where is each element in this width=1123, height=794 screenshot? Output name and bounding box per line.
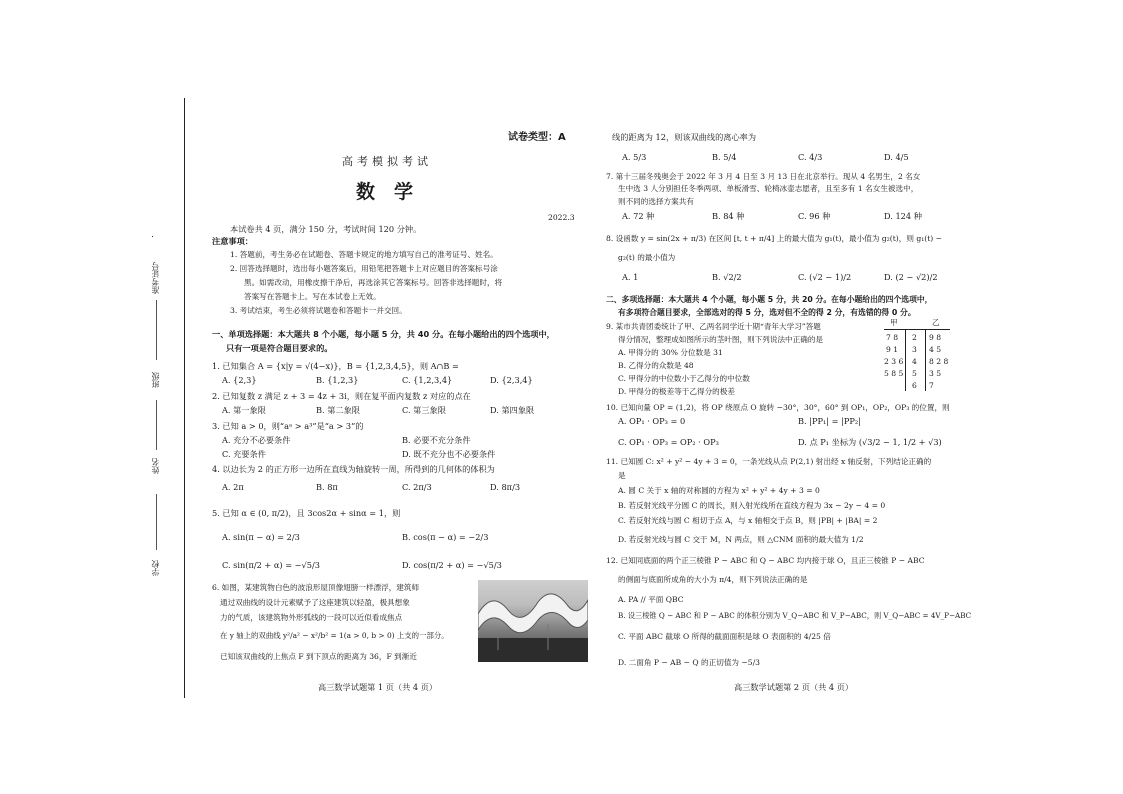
q11-option-a: A. 圆 C 关于 x 轴的对称圆的方程为 x² + y² + 4y + 3 = 0: [618, 486, 820, 495]
q4-option-a: A. 2π: [222, 482, 244, 492]
question-1: 1. 已知集合 A = {x|y = √(4−x)}，B = {1,2,3,4,5}，则 A∩B =: [212, 361, 459, 371]
note-line: 黑。如需改动，用橡皮擦干净后，再选涂其它答案标号。回答非选择题时，将: [244, 278, 503, 287]
page-2-footer: 高三数学试题第 2 页（共 4 页）: [734, 682, 854, 692]
margin-exam-no-line: [152, 236, 153, 237]
question-5: 5. 已知 α ∈ (0, π/2)，且 3cos2α + sinα = 1，则: [212, 508, 401, 518]
margin-class-label: 班级: [151, 372, 160, 388]
note-line: 2. 回答选择题时，选出每小题答案后，用铅笔把答题卡上对应题目的答案标号涂: [230, 264, 498, 273]
stem-head-yi: 乙: [932, 318, 940, 327]
q5-option-a: A. sin(π − α) = 2/3: [222, 532, 300, 542]
q8-option-b: B. √2/2: [712, 272, 742, 282]
stem-value: 2: [912, 333, 917, 342]
question-6-continued: 线的距离为 12，则该双曲线的离心率为: [612, 132, 757, 142]
binding-line: [184, 98, 185, 698]
stem-right-leaf: 8 2 8: [929, 357, 949, 366]
stem-head-jia: 甲: [890, 318, 898, 327]
q1-option-b: B. {1,2,3}: [316, 375, 359, 385]
stem-value: 3: [912, 345, 917, 354]
question-12-cont: 的侧面与底面所成角的大小为 π/4，则下列说法正确的是: [618, 575, 808, 584]
q5-option-c: C. sin(π/2 + α) = −√5/3: [222, 560, 320, 570]
question-2: 2. 已知复数 z 满足 z + 3 = 4z + 3i，则在复平面内复数 z 对应的点在: [212, 391, 471, 401]
question-7-line: 生中选 3 人分别担任冬季两项、单板滑雪、轮椅冰壶志愿者，且至多有 1 名女生被选中，: [618, 184, 919, 193]
question-10: 10. 已知向量 OP = (1,2)，将 OP 绕原点 O 旋转 −30°，30°，60° 到 OP₁，OP₂，OP₃ 的位置，则: [606, 403, 950, 412]
margin-exam-no-label: 准考证号: [151, 262, 160, 294]
question-11: 11. 已知圆 C: x² + y² − 4y + 3 = 0，一条光线从点 P(2,1) 射出经 x 轴反射，下列结论正确的: [606, 457, 932, 466]
stem-left-leaf: 9 1: [886, 345, 899, 354]
q11-option-c: C. 若反射光线与圆 C 相切于点 A，与 x 轴相交于点 B，则 |PB| + |BA| = 2: [618, 516, 878, 525]
q5-option-b: B. cos(π − α) = −2/3: [402, 532, 489, 542]
stem-value: 6: [912, 381, 917, 390]
stem-right-leaf: 3 5: [929, 369, 942, 378]
question-3: 3. 已知 a > 0，则“aᵃ > a³”是“a > 3”的: [212, 421, 364, 431]
exam-date: 2022.3: [548, 213, 575, 222]
q9-option-b: B. 乙得分的众数是 48: [618, 361, 694, 370]
q10-option-b: B. |PP₁| = |PP₂|: [798, 416, 861, 426]
q11-option-d: D. 若反射光线与圆 C 交于 M，N 两点，则 △CNM 面积的最大值为 1/2: [618, 535, 864, 544]
wave-roof-illustration: [478, 580, 588, 662]
q1-option-d: D. {2,3,4}: [490, 375, 533, 385]
q9-option-a: A. 甲得分的 30% 分位数是 31: [618, 348, 723, 357]
q8-option-d: D. (2 − √2)/2: [884, 272, 938, 282]
section-1-heading: 一、单项选择题：本大题共 8 个小题，每小题 5 分，共 40 分。在每小题给出的四个选项中，: [212, 329, 555, 339]
stem-left-leaf: 7 8: [886, 333, 899, 342]
q10-option-a: A. OP₁ · OP₃ = 0: [618, 416, 686, 426]
q4-option-d: D. 8π/3: [490, 482, 521, 492]
section-2-heading: 二、多项选择题：本大题共 4 个小题，每小题 5 分，共 20 分。在每小题给出的四个选项中，: [606, 295, 933, 304]
question-6-line: 力的气质，该建筑物外形弧线的一段可以近似看成焦点: [220, 613, 403, 622]
q6-option-b: B. 5/4: [712, 152, 737, 162]
q3-option-b: B. 必要不充分条件: [402, 435, 471, 445]
q9-option-c: C. 甲得分的中位数小于乙得分的中位数: [618, 374, 750, 383]
q11-option-b: B. 若反射光线平分圆 C 的周长，则入射光线所在直线方程为 3x − 2y − 4 = 0: [618, 501, 886, 510]
q2-option-a: A. 第一象限: [222, 405, 266, 415]
question-6-line: 在 y 轴上的双曲线 y²/a² − x²/b² = 1(a > 0, b > 0) 上支的一部分。: [220, 631, 449, 640]
margin-name-label: 姓名: [151, 458, 160, 474]
question-12: 12. 已知同底面的两个正三棱锥 P − ABC 和 Q − ABC 均内接于球 O，且正三棱锥 P − ABC: [606, 556, 925, 565]
q3-option-a: A. 充分不必要条件: [222, 435, 291, 445]
margin-fill-line-1: [156, 300, 157, 360]
stem-right-leaf: 9 8: [929, 333, 942, 342]
q2-option-d: D. 第四象限: [490, 405, 535, 415]
stem-right-leaf: 4 5: [929, 345, 942, 354]
q6-option-a: A. 5/3: [622, 152, 647, 162]
q7-option-d: D. 124 种: [884, 211, 922, 221]
q1-option-c: C. {1,2,3,4}: [402, 375, 453, 385]
question-6-line: 已知该双曲线的上焦点 F 到下顶点的距离为 36，F 到渐近: [220, 652, 417, 661]
question-4: 4. 以边长为 2 的正方形一边所在直线为轴旋转一周，所得到的几何体的体积为: [212, 464, 495, 474]
question-9-line: 9. 某市共青团委统计了甲、乙两名同学近十期“青年大学习”答题: [606, 322, 821, 331]
question-8-cont: g₂(t) 的最小值为: [618, 253, 676, 262]
q8-option-c: C. (√2 − 1)/2: [798, 272, 852, 282]
q12-option-c: C. 平面 ABC 截球 O 所得的截面面积是球 O 表面积的 4/25 倍: [618, 632, 831, 641]
note-line: 1. 答题前，考生务必在试题卷、答题卡规定的地方填写自己的准考证号、姓名。: [230, 250, 498, 259]
q8-option-a: A. 1: [622, 272, 639, 282]
stem-left-leaf: 2 3 6: [884, 357, 904, 366]
stem-value: 5: [912, 369, 917, 378]
q5-option-d: D. cos(π/2 + α) = −√5/3: [402, 560, 502, 570]
question-11-cont: 是: [618, 471, 626, 480]
q12-option-a: A. PA // 平面 QBC: [618, 595, 684, 604]
building-photo: [478, 580, 588, 662]
q3-option-d: D. 既不充分也不必要条件: [402, 449, 496, 459]
question-7-line: 7. 第十三届冬残奥会于 2022 年 3 月 4 日至 3 月 13 日在北京举行。现从 4 名男生，2 名女: [606, 172, 921, 181]
section-2-heading-cont: 有多项符合题目要求，全部选对的得 5 分，选对但不全的得 2 分，有选错的得 0 分。: [618, 308, 916, 317]
subject-title: 数 学: [356, 181, 414, 203]
q7-option-c: C. 96 种: [798, 211, 831, 221]
notes-title: 注意事项：: [212, 236, 253, 246]
page-1-footer: 高三数学试题第 1 页（共 4 页）: [318, 682, 438, 692]
question-9-line: 得分情况，整理成如图所示的茎叶图，则下列说法中正确的是: [618, 335, 824, 344]
question-6-line: 6. 如图，某建筑物白色的波浪形屋顶像翅膀一样漂浮，建筑师: [212, 583, 420, 592]
q12-option-d: D. 二面角 P − AB − Q 的正切值为 −5/3: [618, 658, 760, 667]
exam-intro: 本试卷共 4 页，满分 150 分，考试时间 120 分钟。: [230, 224, 422, 234]
q10-option-c: C. OP₁ · OP₃ = OP₂ · OP₃: [618, 437, 719, 447]
q4-option-b: B. 8π: [316, 482, 338, 492]
paper-type: 试卷类型：A: [508, 132, 566, 143]
q12-option-b: B. 设三棱锥 Q − ABC 和 P − ABC 的体积分别为 V_Q−ABC 和 V_P−ABC，则 V_Q−ABC = 4V_P−ABC: [618, 611, 972, 620]
stem-leaf-plot: [884, 320, 950, 392]
q4-option-c: C. 2π/3: [402, 482, 432, 492]
stem-right-leaf: 7: [929, 381, 934, 390]
q6-option-d: D. 4/5: [884, 152, 909, 162]
exam-title: 高考模拟考试: [342, 155, 432, 168]
q1-option-a: A. {2,3}: [222, 375, 257, 385]
q7-option-a: A. 72 种: [622, 211, 655, 221]
stem-left-leaf: 5 8 5: [884, 369, 904, 378]
q9-option-d: D. 甲得分的极差等于乙得分的极差: [618, 387, 735, 396]
margin-fill-line-3: [156, 494, 157, 550]
q6-option-c: C. 4/3: [798, 152, 823, 162]
question-7-line: 则不同的选择方案共有: [618, 197, 694, 206]
question-8: 8. 设函数 y = sin(2x + π/3) 在区间 [t, t + π/4] 上的最大值为 g₁(t)，最小值为 g₂(t)，则 g₁(t) −: [606, 234, 942, 243]
note-line: 3. 考试结束，考生必须将试题卷和答题卡一并交回。: [230, 306, 407, 315]
q3-option-c: C. 充要条件: [222, 449, 266, 459]
q7-option-b: B. 84 种: [712, 211, 745, 221]
section-1-heading-cont: 只有一项是符合题目要求的。: [226, 343, 333, 353]
note-line: 答案写在答题卡上。写在本试卷上无效。: [244, 292, 381, 301]
question-6-line: 通过双曲线的设计元素赋予了这座建筑以轻盈，极具想象: [220, 598, 410, 607]
q2-option-b: B. 第二象限: [316, 405, 360, 415]
q10-option-d: D. 点 P₁ 坐标为 (√3/2 − 1, 1/2 + √3): [798, 437, 942, 447]
margin-fill-line-2: [156, 400, 157, 450]
q2-option-c: C. 第三象限: [402, 405, 446, 415]
margin-school-label: 学校: [151, 560, 160, 576]
stem-value: 4: [912, 357, 917, 366]
